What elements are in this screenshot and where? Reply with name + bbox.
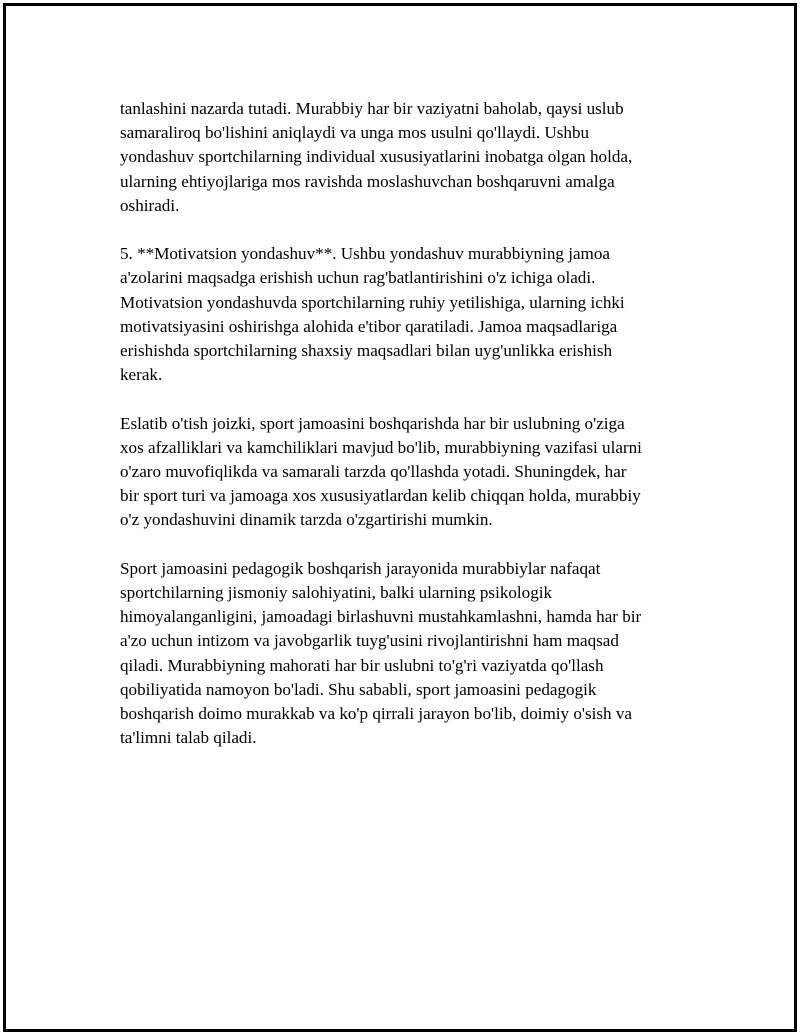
text-line: Sport jamoasini pedagogik boshqarish jarayonida murabbiylar nafaqat	[120, 558, 601, 578]
text-line: o'zaro muvofiqlikda va samarali tarzda qo'llashda yotadi. Shuningdek, har	[120, 462, 627, 482]
text-line: oshiradi.	[120, 195, 180, 215]
text-line: 5. **Motivatsion yondashuv**. Ushbu yondashuv murabbiyning jamoa	[120, 244, 610, 264]
document-body	[120, 97, 690, 775]
text-line: himoyalanganligini, jamoadagi birlashuvni mustahkamlashni, hamda har bir	[120, 607, 642, 627]
text-line: tanlashini nazarda tutadi. Murabbiy har bir vaziyatni baholab, qaysi uslub	[120, 99, 624, 118]
text-line: a'zolarini maqsadga erishish uchun rag'batlantirishini o'z ichiga oladi.	[120, 268, 596, 288]
text-line: motivatsiyasini oshirishga alohida e'tibor qaratiladi. Jamoa maqsadlariga	[120, 316, 618, 336]
text-line: Motivatsion yondashuvda sportchilarning ruhiy yetilishiga, ularning ichki	[120, 292, 625, 312]
text-line: boshqarish doimo murakkab va ko'p qirrali jarayon bo'lib, doimiy o'sish va	[120, 704, 633, 724]
text-line: o'z yondashuvini dinamik tarzda o'zgartirishi mumkin.	[120, 510, 493, 530]
text-line: bir sport turi va jamoaga xos xususiyatlardan kelib chiqqan holda, murabbiy	[120, 486, 641, 506]
text-line: xos afzalliklari va kamchiliklari mavjud bo'lib, murabbiyning vazifasi ularni	[120, 437, 642, 457]
text-line: Eslatib o'tish joizki, sport jamoasini boshqarishda har bir uslubning o'ziga	[120, 413, 625, 433]
text-line: qobiliyatida namoyon bo'ladi. Shu sababli, sport jamoasini pedagogik	[120, 679, 597, 699]
text-line: sportchilarning jismoniy salohiyatini, balki ularning psikologik	[120, 583, 553, 603]
text-line: ta'limni talab qiladi.	[120, 728, 257, 748]
paragraph-2	[120, 242, 690, 387]
text-line: a'zo uchun intizom va javobgarlik tuyg'usini rivojlantirishni ham maqsad	[120, 631, 619, 651]
text-line: samaraliroq bo'lishini aniqlaydi va unga mos usulni qo'llaydi. Ushbu	[120, 123, 590, 143]
document-page	[3, 3, 797, 1032]
text-line: yondashuv sportchilarning individual xususiyatlarini inobatga olgan holda,	[120, 147, 633, 167]
paragraph-1	[120, 97, 690, 218]
text-line: kerak.	[120, 365, 163, 385]
paragraph-4	[120, 557, 690, 751]
text-line: ularning ehtiyojlariga mos ravishda moslashuvchan boshqaruvni amalga	[120, 171, 615, 191]
text-line: erishishda sportchilarning shaxsiy maqsadlari bilan uyg'unlikka erishish	[120, 341, 613, 361]
paragraph-3	[120, 412, 690, 533]
text-line: qiladi. Murabbiyning mahorati har bir uslubni to'g'ri vaziyatda qo'llash	[120, 655, 604, 675]
